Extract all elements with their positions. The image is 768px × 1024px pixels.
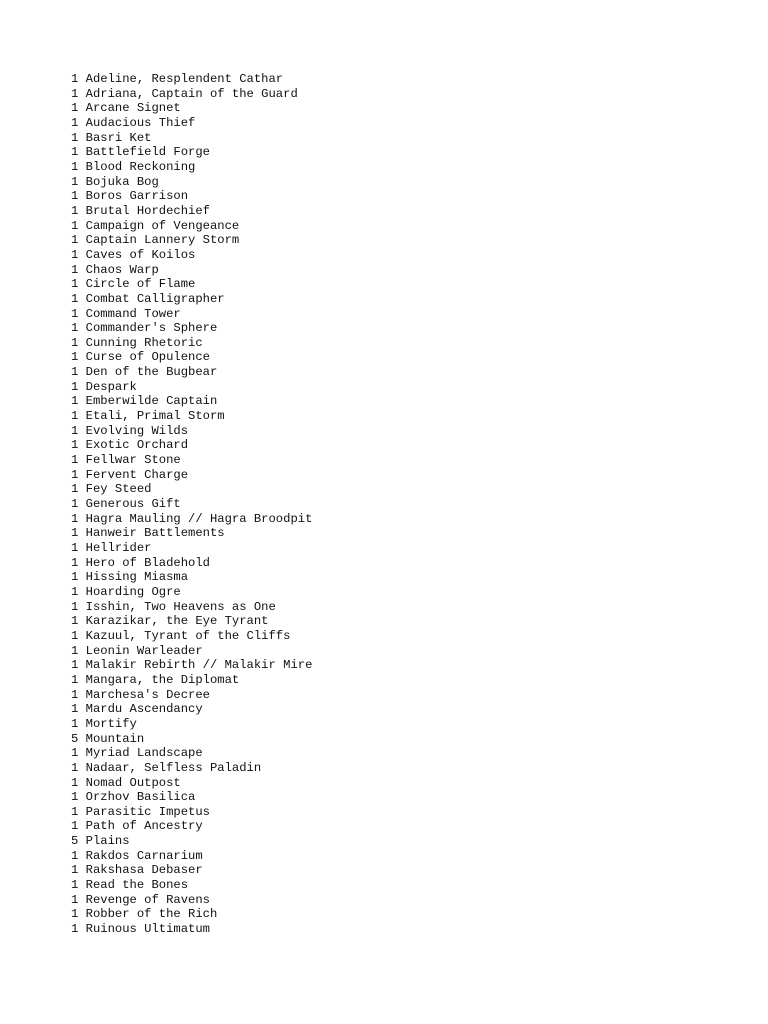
list-item: [71, 585, 312, 600]
card-name: Generous Gift: [85, 497, 181, 512]
card-quantity: 1: [71, 511, 79, 526]
card-quantity: 1: [71, 584, 79, 599]
list-item: [71, 233, 312, 248]
list-item: [71, 365, 312, 380]
card-name: Campaign of Vengeance: [85, 218, 240, 233]
card-name: Hero of Bladehold: [85, 555, 210, 570]
card-quantity: 1: [71, 233, 79, 248]
card-quantity: 1: [71, 145, 79, 160]
card-quantity: 1: [71, 497, 79, 512]
card-quantity: 1: [71, 760, 79, 775]
card-name: Hagra Mauling // Hagra Broodpit: [85, 511, 313, 526]
list-item: [71, 394, 312, 409]
card-name: Malakir Rebirth // Malakir Mire: [85, 658, 313, 673]
card-name: Ruinous Ultimatum: [85, 922, 210, 937]
card-quantity: 1: [71, 409, 79, 424]
card-quantity: 1: [71, 599, 79, 614]
card-quantity: 1: [71, 541, 79, 555]
list-item: [71, 248, 312, 263]
list-item: [71, 688, 312, 703]
list-item: [71, 321, 312, 336]
card-quantity: 1: [71, 130, 79, 145]
list-item: [71, 878, 312, 893]
list-item: [71, 541, 312, 556]
card-quantity: 1: [71, 848, 79, 863]
card-name: Marchesa's Decree: [85, 687, 210, 702]
list-item: [71, 116, 312, 131]
card-quantity: 1: [71, 86, 79, 101]
card-quantity: 1: [71, 394, 79, 409]
card-quantity: 1: [71, 878, 79, 893]
card-quantity: 5: [71, 834, 79, 849]
list-item: [71, 600, 312, 615]
list-item: [71, 732, 312, 747]
list-item: [71, 907, 312, 922]
card-quantity: 1: [71, 218, 79, 233]
card-quantity: 1: [71, 189, 79, 204]
card-name: Hellrider: [85, 541, 152, 555]
card-quantity: 1: [71, 101, 79, 116]
card-quantity: 1: [71, 804, 79, 819]
card-quantity: 1: [71, 365, 79, 380]
list-item: [71, 658, 312, 673]
card-quantity: 1: [71, 379, 79, 394]
card-name: Emberwilde Captain: [85, 394, 218, 409]
card-quantity: 1: [71, 863, 79, 878]
card-quantity: 1: [71, 746, 79, 761]
card-quantity: 1: [71, 277, 79, 292]
list-item: [71, 570, 312, 585]
card-name: Adeline, Resplendent Cathar: [85, 72, 284, 86]
card-name: Nomad Outpost: [85, 775, 181, 790]
card-name: Leonin Warleader: [85, 643, 203, 658]
card-name: Myriad Landscape: [85, 746, 203, 761]
list-item: [71, 497, 312, 512]
card-name: Orzhov Basilica: [85, 790, 196, 805]
list-item: [71, 160, 312, 175]
card-name: Mardu Ascendancy: [85, 702, 203, 717]
card-name: Revenge of Ravens: [85, 892, 210, 907]
list-item: [71, 101, 312, 116]
card-quantity: 1: [71, 247, 79, 262]
list-item: [71, 790, 312, 805]
card-quantity: 1: [71, 453, 79, 468]
list-item: [71, 219, 312, 234]
card-name: Blood Reckoning: [85, 159, 196, 174]
list-item: [71, 702, 312, 717]
list-item: [71, 556, 312, 571]
card-name: Karazikar, the Eye Tyrant: [85, 614, 269, 629]
card-quantity: 1: [71, 423, 79, 438]
list-item: [71, 175, 312, 190]
card-name: Brutal Hordechief: [85, 203, 210, 218]
card-name: Rakdos Carnarium: [85, 848, 203, 863]
card-quantity: 1: [71, 716, 79, 731]
card-name: Kazuul, Tyrant of the Cliffs: [85, 628, 291, 643]
card-quantity: 5: [71, 731, 79, 746]
card-name: Hanweir Battlements: [85, 526, 225, 541]
list-item: [71, 131, 312, 146]
card-name: Cunning Rhetoric: [85, 335, 203, 350]
list-item: [71, 277, 312, 292]
card-name: Battlefield Forge: [85, 145, 210, 160]
card-name: Command Tower: [85, 306, 181, 321]
list-item: [71, 526, 312, 541]
list-item: [71, 776, 312, 791]
card-list: [71, 72, 312, 937]
list-item: [71, 922, 312, 937]
card-name: Hoarding Ogre: [85, 584, 181, 599]
list-item: [71, 204, 312, 219]
list-item: [71, 380, 312, 395]
list-item: [71, 746, 312, 761]
card-quantity: 1: [71, 159, 79, 174]
list-item: [71, 717, 312, 732]
card-name: Robber of the Rich: [85, 907, 218, 922]
card-name: Mountain: [85, 731, 145, 746]
card-quantity: 1: [71, 687, 79, 702]
card-name: Nadaar, Selfless Paladin: [85, 760, 262, 775]
list-item: [71, 453, 312, 468]
card-quantity: 1: [71, 672, 79, 687]
list-item: [71, 849, 312, 864]
list-item: [71, 863, 312, 878]
card-quantity: 1: [71, 614, 79, 629]
card-name: Audacious Thief: [85, 115, 196, 130]
card-quantity: 1: [71, 306, 79, 321]
card-name: Fervent Charge: [85, 467, 189, 482]
card-name: Mangara, the Diplomat: [85, 672, 240, 687]
list-item: [71, 819, 312, 834]
card-quantity: 1: [71, 203, 79, 218]
card-name: Despark: [85, 379, 137, 394]
card-quantity: 1: [71, 335, 79, 350]
list-item: [71, 673, 312, 688]
list-item: [71, 307, 312, 322]
card-name: Circle of Flame: [85, 277, 196, 292]
card-name: Etali, Primal Storm: [85, 409, 225, 424]
card-quantity: 1: [71, 790, 79, 805]
list-item: [71, 409, 312, 424]
card-name: Arcane Signet: [85, 101, 181, 116]
card-quantity: 1: [71, 438, 79, 453]
list-item: [71, 482, 312, 497]
list-item: [71, 263, 312, 278]
list-item: [71, 468, 312, 483]
list-item: [71, 644, 312, 659]
card-quantity: 1: [71, 467, 79, 482]
card-quantity: 1: [71, 350, 79, 365]
list-item: [71, 438, 312, 453]
card-name: Mortify: [85, 716, 137, 731]
card-name: Isshin, Two Heavens as One: [85, 599, 276, 614]
card-quantity: 1: [71, 643, 79, 658]
card-name: Fey Steed: [85, 482, 152, 497]
card-name: Caves of Koilos: [85, 247, 196, 262]
card-name: Adriana, Captain of the Guard: [85, 86, 298, 101]
list-item: [71, 834, 312, 849]
card-quantity: 1: [71, 628, 79, 643]
list-item: [71, 629, 312, 644]
card-name: Parasitic Impetus: [85, 804, 210, 819]
list-item: [71, 87, 312, 102]
list-item: [71, 805, 312, 820]
list-item: [71, 292, 312, 307]
card-quantity: 1: [71, 819, 79, 834]
card-quantity: 1: [71, 658, 79, 673]
card-name: Bojuka Bog: [85, 174, 159, 189]
card-quantity: 1: [71, 262, 79, 277]
card-name: Fellwar Stone: [85, 453, 181, 468]
list-item: [71, 189, 312, 204]
card-name: Commander's Sphere: [85, 321, 218, 336]
card-quantity: 1: [71, 174, 79, 189]
card-name: Hissing Miasma: [85, 570, 189, 585]
card-quantity: 1: [71, 702, 79, 717]
card-quantity: 1: [71, 526, 79, 541]
card-name: Path of Ancestry: [85, 819, 203, 834]
card-quantity: 1: [71, 72, 79, 86]
card-name: Den of the Bugbear: [85, 365, 218, 380]
card-name: Chaos Warp: [85, 262, 159, 277]
card-name: Exotic Orchard: [85, 438, 189, 453]
card-quantity: 1: [71, 922, 79, 937]
card-quantity: 1: [71, 907, 79, 922]
list-item: [71, 893, 312, 908]
card-name: Boros Garrison: [85, 189, 189, 204]
list-item: [71, 761, 312, 776]
list-item: [71, 350, 312, 365]
list-item: [71, 145, 312, 160]
card-name: Read the Bones: [85, 878, 189, 893]
card-name: Combat Calligrapher: [85, 291, 225, 306]
card-quantity: 1: [71, 291, 79, 306]
card-name: Plains: [85, 834, 130, 849]
card-name: Evolving Wilds: [85, 423, 189, 438]
list-item: [71, 72, 312, 87]
card-quantity: 1: [71, 482, 79, 497]
card-quantity: 1: [71, 115, 79, 130]
card-name: Curse of Opulence: [85, 350, 210, 365]
card-name: Basri Ket: [85, 130, 152, 145]
list-item: [71, 512, 312, 527]
card-quantity: 1: [71, 555, 79, 570]
list-item: [71, 614, 312, 629]
card-name: Rakshasa Debaser: [85, 863, 203, 878]
list-item: [71, 424, 312, 439]
card-quantity: 1: [71, 775, 79, 790]
card-quantity: 1: [71, 892, 79, 907]
list-item: [71, 336, 312, 351]
card-quantity: 1: [71, 570, 79, 585]
card-quantity: 1: [71, 321, 79, 336]
card-name: Captain Lannery Storm: [85, 233, 240, 248]
